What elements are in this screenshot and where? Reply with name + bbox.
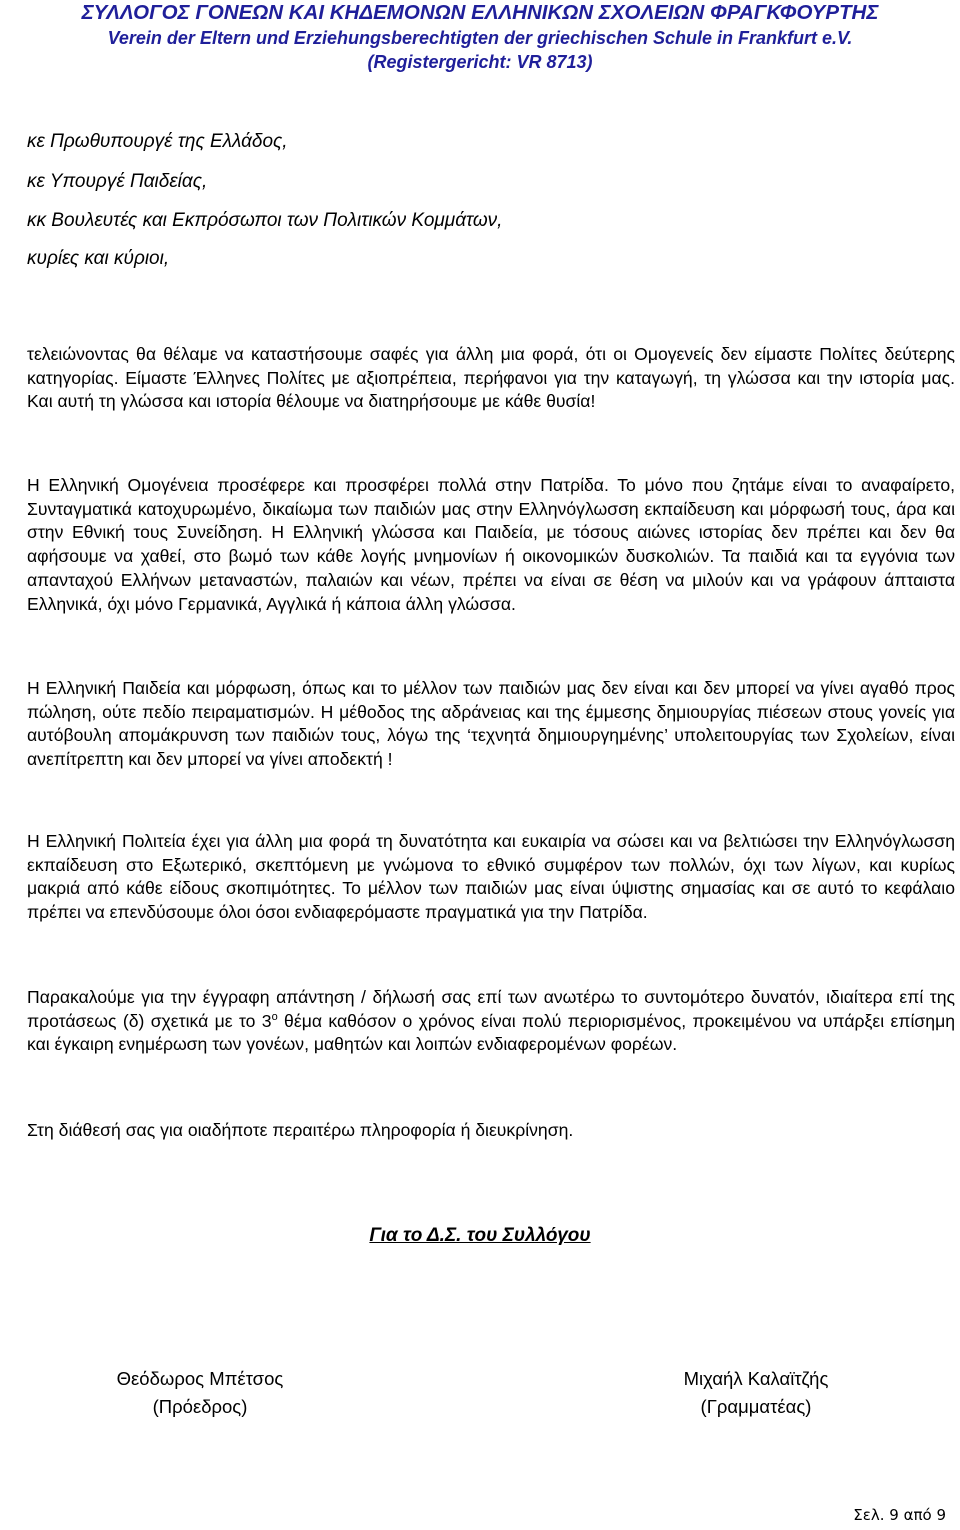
paragraph-1: τελειώνοντας θα θέλαμε να καταστήσουμε σαφές για άλλη μια φορά, ότι οι Ομογενείς δεν είμαστε Πολίτες δεύτερης κατηγορίας. Είμαστε Έλληνες Πολίτες με αξιοπρέπεια, περήφανοι για την καταγωγή, τη γλώσσα και την ιστορία μας. Και αυτή τη γλώσσα και ιστορία θέλουμε να διατηρήσουμε με κάθε θυσία!: [27, 344, 955, 412]
secretary-role: (Γραμματέας): [700, 1396, 812, 1417]
paragraph-5-text-a: Παρακαλούμε για την έγγραφη απάντηση / δήλωσή σας επί των ανωτέρω το συντομότερο δυνατόν, ιδιαίτερα επί της προτάσεως (δ) σχετικά με το 3: [27, 987, 955, 1031]
paragraph-6: Στη διάθεσή σας για οιαδήποτε περαιτέρω πληροφορία ή διευκρίνηση.: [27, 1120, 574, 1140]
register-number: (Registergericht: VR 8713): [367, 52, 593, 72]
salutation-prime-minister: κε Πρωθυπουργέ της Ελλάδος,: [27, 131, 288, 152]
closing-line: Για το Δ.Σ. του Συλλόγου: [369, 1225, 591, 1246]
paragraph-5: [27, 986, 955, 1057]
president-name: Θεόδωρος Μπέτσος: [116, 1368, 284, 1389]
page-number: Σελ. 9 από 9: [853, 1506, 946, 1524]
signature-secretary: [636, 1365, 876, 1421]
association-name-greek: ΣΥΛΛΟΓΟΣ ΓΟΝΕΩΝ ΚΑΙ ΚΗΔΕΜΟΝΩΝ ΕΛΛΗΝΙΚΩΝ ΣΧΟΛΕΙΩΝ ΦΡΑΓΚΦΟΥΡΤΗΣ: [81, 1, 879, 24]
salutation-parliament-members: κκ Βουλευτές και Εκπρόσωποι των Πολιτικών Κομμάτων,: [27, 210, 503, 231]
paragraph-5-superscript: ο: [271, 1010, 278, 1023]
signature-president: [80, 1365, 320, 1421]
paragraph-5-text-b: θέμα καθόσον ο χρόνος είναι πολύ περιορισμένος, προκειμένου να υπάρξει επίσημη και έγκαιρη ενημέρωση των γονέων, μαθητών και λοιπών ενδιαφερομένων φορέων.: [27, 1010, 955, 1055]
president-role: (Πρόεδρος): [152, 1396, 248, 1417]
salutation-education-minister: κε Υπουργέ Παιδείας,: [27, 171, 208, 192]
paragraph-4: Η Ελληνική Πολιτεία έχει για άλλη μια φορά τη δυνατότητα και ευκαιρία να σώσει και να βελτιώσει την Ελληνόγλωσση εκπαίδευση στο Εξωτερικό, σκεπτόμενη με γνώμονα το εθνικό συμφέρον των πολλών, όχι των λίγων, και κυρίως μακριά από κάθε είδους σκοπιμότητες. Το μέλλον των παιδιών μας είναι ύψιστης σημασίας και σε αυτό το κεφάλαιο πρέπει να επενδύσουμε όλοι όσοι ενδιαφερόμαστε πραγματικά για την Πατρίδα.: [27, 831, 955, 923]
association-name-german: Verein der Eltern und Erziehungsberechtigten der griechischen Schule in Frankfurt e.V.: [107, 28, 853, 48]
salutation-ladies-gentlemen: κυρίες και κύριοι,: [27, 248, 170, 269]
secretary-name: Μιχαήλ Καλαϊτζής: [683, 1368, 829, 1389]
paragraph-2: Η Ελληνική Ομογένεια προσέφερε και προσφέρει πολλά στην Πατρίδα. Το μόνο που ζητάμε είναι το αναφαίρετο, Συνταγματικά κατοχυρωμένο, δικαίωμα των παιδιών μας στην Ελληνόγλωσση εκπαίδευση και μόρφωσή τους, άρα και στην Εθνική τους Συνείδηση. Η Ελληνική γλώσσα και Παιδεία, με τόσους αιώνες ιστορίας δεν πρέπει και δεν θα αφήσουμε να χαθεί, στο βωμό των κάθε λογής μνημονίων ή οικονομικών δυσκολιών. Τα παιδιά και τα εγγόνια των απανταχού Ελλήνων μεταναστών, παλαιών και νέων, πρέπει να είναι σε θέση να μιλούν και να γράφουν άπταιστα Ελληνικά, όχι μόνο Γερμανικά, Αγγλικά ή κάποια άλλη γλώσσα.: [27, 475, 955, 614]
paragraph-3: Η Ελληνική Παιδεία και μόρφωση, όπως και το μέλλον των παιδιών μας δεν είναι και δεν μπορεί να γίνει αγαθό προς πώληση, ούτε πεδίο πειραματισμών. Η μέθοδος της αδράνειας και της έμμεσης δημιουργίας πιέσεων στους γονείς για αυτόβουλη απομάκρυνση των παιδιών τους, λόγω της ‘τεχνητά δημιουργημένης’ υπολειτουργίας των Σχολείων, είναι ανεπίτρεπτη και δεν μπορεί να γίνει αποδεκτή !: [27, 678, 955, 770]
